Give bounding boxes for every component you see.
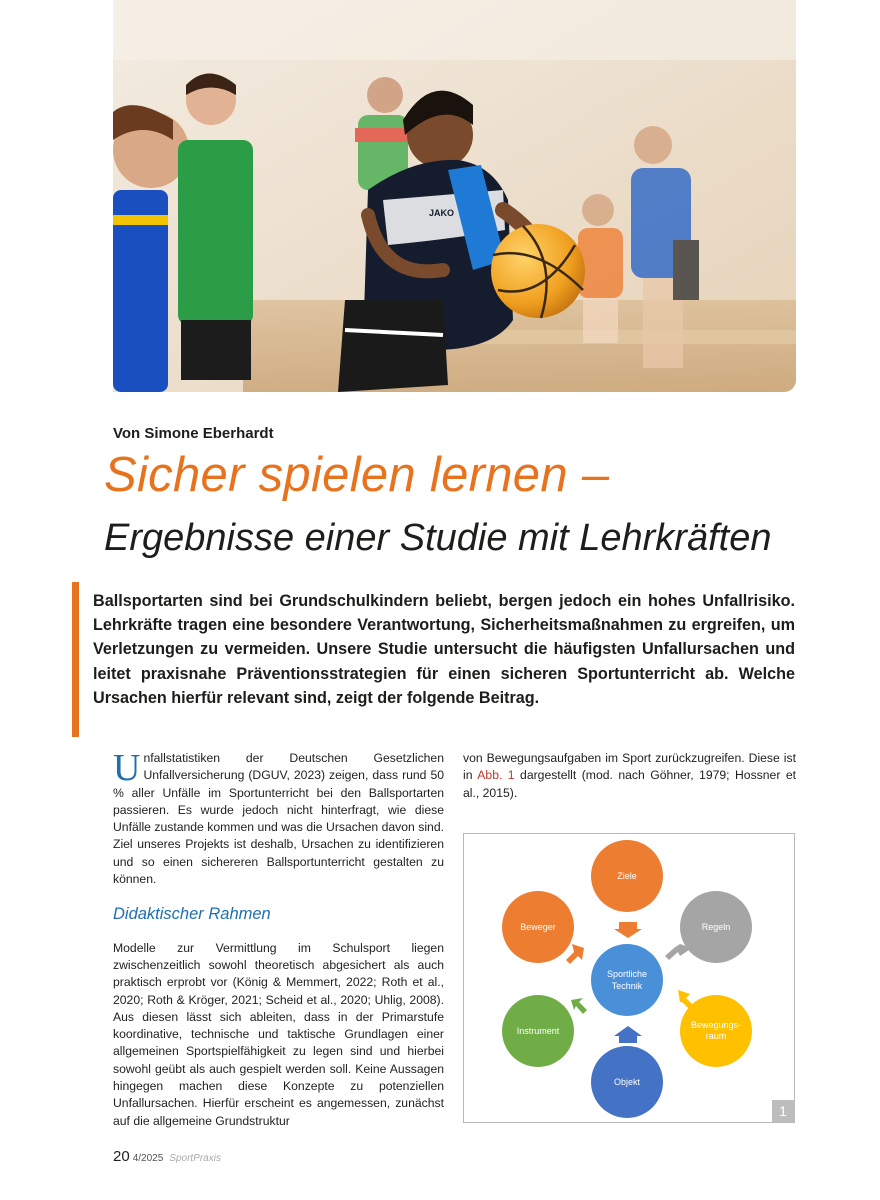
node-bewegungsraum-label-2: raum bbox=[705, 1031, 727, 1041]
magazine-name: SportPraxis bbox=[169, 1153, 221, 1164]
body-column-right bbox=[463, 750, 796, 802]
node-center bbox=[591, 944, 663, 1016]
lead-accent-bar bbox=[72, 582, 79, 737]
basketball bbox=[491, 224, 585, 318]
figure-1 bbox=[463, 833, 795, 1123]
node-beweger-label: Beweger bbox=[520, 922, 556, 932]
page-number: 20 bbox=[113, 1148, 130, 1165]
lead-paragraph: Ballsportarten sind bei Grundschulkindern beliebt, bergen jedoch ein hohes Unfallrisiko. Lehrkräfte tragen eine besondere Verantwortung, Sicherheitsmaßnahmen zu ergreifen, um Verletzungen zu vermeiden. Unsere Studie untersucht die häufigsten Unfallursachen und leitet praxisnahe Präventionsstrategien für einen sicheren Sportunterricht ab. Welche Ursachen hierfür relevant sind, zeigt der folgende Beitrag. bbox=[93, 592, 795, 707]
issue-number: 4/2025 bbox=[132, 1153, 164, 1164]
jersey-text: JAKO bbox=[429, 208, 455, 218]
arrow-ziele bbox=[614, 922, 642, 938]
author-line: Von Simone Eberhardt bbox=[113, 425, 274, 442]
hero-photo bbox=[113, 0, 796, 392]
node-center-label-2: Technik bbox=[611, 981, 643, 991]
arrow-objekt bbox=[614, 1026, 642, 1043]
page-footer bbox=[113, 1148, 221, 1166]
node-objekt-label: Objekt bbox=[613, 1077, 641, 1087]
body-column-left bbox=[113, 747, 444, 1130]
body-paragraph-1-text: nfallstatistiken der Deutschen Gesetzlichen Unfallversicherung (DGUV, 2023) zeigen, dass rund 50 % aller Unfälle im Sportunterricht bei den Ballsportarten passieren. Es wurde jedoch nicht hinterfragt, wie diese Unfälle zustande kommen und was die Ursachen davon sind. Ziel unseres Projekts ist deshalb, Ursachen zu identifizieren und so einen sichereren Ballsportunterricht gestalten zu können. bbox=[113, 751, 444, 887]
body-paragraph-3-text-a: von Bewegungsaufgaben im Sport zurückzugreifen. Diese ist in bbox=[463, 751, 796, 783]
node-ziele-label: Ziele bbox=[617, 871, 637, 881]
arrow-beweger bbox=[566, 944, 584, 964]
hero-photo-illustration bbox=[113, 0, 796, 392]
article-title: Sicher spielen lernen – bbox=[104, 448, 610, 502]
node-regeln-label: Regeln bbox=[701, 922, 731, 932]
figure-1-diagram bbox=[464, 834, 794, 1122]
body-paragraph-3-text-b: dargestellt (mod. nach Göhner, 1979; Hossner et al., 2015). bbox=[463, 768, 796, 800]
article-subtitle: Ergebnisse einer Studie mit Lehrkräften bbox=[104, 517, 772, 559]
section-heading: Didaktischer Rahmen bbox=[113, 905, 271, 924]
body-paragraph-1 bbox=[113, 747, 444, 888]
figure-reference-link[interactable]: Abb. 1 bbox=[477, 768, 515, 783]
node-bewegungsraum-label-1: Bewegungs- bbox=[690, 1020, 742, 1030]
body-paragraph-2: Modelle zur Vermittlung im Schulsport liegen zwischenzeitlich sowohl theoretisch abgesichert als auch praktisch erprobt vor (König & Memmert, 2022; Roth et al., 2020; Roth & Kröger, 2021; Scheid et al., 2020; Uhlig, 2008). Aus diesen lässt sich ableiten, dass in der Primarstufe koordinative, technische und taktische Grundlagen einer allgemeinen Sportspielfähigkeit zu legen sind und hierbei sowohl geübt als auch gespielt werden soll. Keine Aussagen hingegen machen diese Konzepte zu potenziellen Unfallursachen. Hierfür erscheint es angemessen, zunächst auf die allgemeine Grundstruktur bbox=[113, 940, 444, 1128]
drop-cap: U bbox=[113, 747, 141, 789]
node-center-label-1: Sportliche bbox=[606, 969, 648, 979]
node-instrument-label: Instrument bbox=[516, 1026, 560, 1036]
body-paragraph-3 bbox=[463, 750, 796, 802]
arrow-instrument bbox=[571, 998, 587, 1014]
figure-number: 1 bbox=[772, 1100, 794, 1122]
